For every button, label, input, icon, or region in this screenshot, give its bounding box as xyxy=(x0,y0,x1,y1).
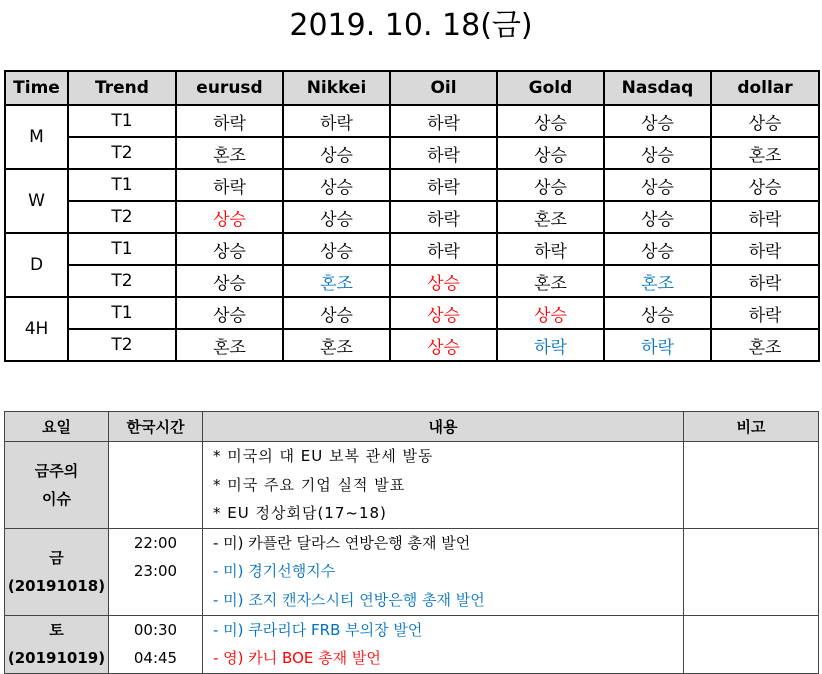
event-time: 23:00 xyxy=(133,561,178,580)
header-day: 요일 xyxy=(5,412,109,442)
trend-cell-oil: 하락 xyxy=(390,201,497,233)
event-time: 04:45 xyxy=(133,648,178,667)
schedule-header-row xyxy=(5,412,819,442)
trend-cell-nasdaq: 하락 xyxy=(604,329,711,361)
trend-cell-gold: 혼조 xyxy=(497,201,604,233)
trend-cell-dollar: 하락 xyxy=(711,297,819,329)
trend-cell-gold: 하락 xyxy=(497,233,604,265)
note-cell xyxy=(684,615,819,673)
trend-row xyxy=(5,297,819,329)
header-gold: Gold xyxy=(497,71,604,105)
trend-cell-oil: 하락 xyxy=(390,169,497,201)
day-label: 금 xyxy=(49,548,64,567)
issues-note-cell xyxy=(684,442,819,529)
day-date: (20191018) xyxy=(7,576,106,595)
trend-row xyxy=(5,265,819,297)
header-nasdaq: Nasdaq xyxy=(604,71,711,105)
trend-label-cell: T1 xyxy=(68,169,176,201)
trend-cell-nasdaq: 혼조 xyxy=(604,265,711,297)
issues-time-cell xyxy=(109,442,203,529)
issue-item: * EU 정상회담(17~18) xyxy=(213,504,387,522)
issues-day-label-2: 이슈 xyxy=(42,489,71,508)
issues-day-label-1: 금주의 xyxy=(34,461,79,480)
trend-cell-nasdaq: 상승 xyxy=(604,201,711,233)
trend-label-cell: T1 xyxy=(68,233,176,265)
event-item: - 미) 조지 캔자스시티 연방은행 총재 발언 xyxy=(213,590,485,609)
trend-cell-nikkei: 하락 xyxy=(283,105,390,137)
trend-cell-eurusd: 혼조 xyxy=(176,137,283,169)
trend-cell-eurusd: 하락 xyxy=(176,169,283,201)
day-label: 토 xyxy=(49,621,64,639)
trend-cell-dollar: 하락 xyxy=(711,265,819,297)
trend-cell-gold: 상승 xyxy=(497,137,604,169)
header-korea-time: 한국시간 xyxy=(109,412,203,442)
trend-cell-nikkei: 상승 xyxy=(283,233,390,265)
period-cell: 4H xyxy=(5,297,68,361)
trend-row xyxy=(5,105,819,137)
time-cell xyxy=(109,528,203,615)
trend-label-cell: T2 xyxy=(68,201,176,233)
time-cell xyxy=(109,615,203,673)
trend-cell-nasdaq: 상승 xyxy=(604,169,711,201)
header-content: 내용 xyxy=(203,412,684,442)
trend-cell-eurusd: 상승 xyxy=(176,265,283,297)
trend-cell-dollar: 상승 xyxy=(711,169,819,201)
trend-row xyxy=(5,233,819,265)
trend-label-cell: T2 xyxy=(68,329,176,361)
trend-cell-nikkei: 상승 xyxy=(283,137,390,169)
trend-cell-nikkei: 상승 xyxy=(283,169,390,201)
trend-cell-oil: 상승 xyxy=(390,329,497,361)
trend-row xyxy=(5,137,819,169)
issue-item: * 미국 주요 기업 실적 발표 xyxy=(213,475,406,494)
event-time: 00:30 xyxy=(133,620,178,639)
trend-cell-gold: 상승 xyxy=(497,169,604,201)
event-item: - 미) 쿠라리다 FRB 부의장 발언 xyxy=(213,620,423,639)
trend-row xyxy=(5,201,819,233)
trend-cell-dollar: 혼조 xyxy=(711,137,819,169)
trend-cell-eurusd: 상승 xyxy=(176,201,283,233)
trend-cell-gold: 상승 xyxy=(497,297,604,329)
trend-row xyxy=(5,329,819,361)
trend-label-cell: T2 xyxy=(68,265,176,297)
trend-row xyxy=(5,169,819,201)
trend-cell-gold: 상승 xyxy=(497,105,604,137)
day-cell xyxy=(5,615,109,673)
day-cell xyxy=(5,528,109,615)
trend-cell-nasdaq: 상승 xyxy=(604,105,711,137)
trend-table xyxy=(4,70,820,362)
trend-cell-dollar: 혼조 xyxy=(711,329,819,361)
issues-row xyxy=(5,442,819,529)
note-cell xyxy=(684,528,819,615)
header-note: 비고 xyxy=(684,412,819,442)
header-time: Time xyxy=(5,71,68,105)
header-eurusd: eurusd xyxy=(176,71,283,105)
trend-cell-nasdaq: 상승 xyxy=(604,137,711,169)
day-row-fri xyxy=(5,528,819,615)
trend-header-row xyxy=(5,71,819,105)
issues-content-cell xyxy=(203,442,684,529)
trend-label-cell: T1 xyxy=(68,105,176,137)
issues-day-cell xyxy=(5,442,109,529)
trend-cell-nikkei: 혼조 xyxy=(283,329,390,361)
day-row-sat xyxy=(5,615,819,673)
event-list xyxy=(203,528,684,615)
trend-cell-nasdaq: 상승 xyxy=(604,297,711,329)
trend-cell-eurusd: 상승 xyxy=(176,297,283,329)
day-date: (20191019) xyxy=(7,649,106,667)
event-item: - 미) 경기선행지수 xyxy=(213,562,336,580)
trend-cell-nikkei: 상승 xyxy=(283,297,390,329)
trend-cell-gold: 하락 xyxy=(497,329,604,361)
trend-cell-oil: 상승 xyxy=(390,265,497,297)
schedule-table xyxy=(4,411,819,674)
header-trend: Trend xyxy=(68,71,176,105)
trend-cell-dollar: 하락 xyxy=(711,201,819,233)
trend-cell-oil: 상승 xyxy=(390,297,497,329)
trend-cell-gold: 혼조 xyxy=(497,265,604,297)
trend-cell-nikkei: 혼조 xyxy=(283,265,390,297)
event-time: 22:00 xyxy=(133,533,178,552)
trend-cell-oil: 하락 xyxy=(390,233,497,265)
issue-item: * 미국의 대 EU 보복 관세 발동 xyxy=(213,447,434,465)
period-cell: M xyxy=(5,105,68,169)
trend-cell-oil: 하락 xyxy=(390,105,497,137)
event-item: - 영) 카니 BOE 총재 발언 xyxy=(213,649,381,667)
trend-label-cell: T2 xyxy=(68,137,176,169)
trend-cell-dollar: 하락 xyxy=(711,233,819,265)
trend-cell-nikkei: 상승 xyxy=(283,201,390,233)
trend-label-cell: T1 xyxy=(68,297,176,329)
period-cell: D xyxy=(5,233,68,297)
trend-cell-eurusd: 혼조 xyxy=(176,329,283,361)
header-oil: Oil xyxy=(390,71,497,105)
trend-cell-nasdaq: 상승 xyxy=(604,233,711,265)
trend-table-body xyxy=(5,105,819,361)
period-cell: W xyxy=(5,169,68,233)
trend-cell-oil: 하락 xyxy=(390,137,497,169)
event-list xyxy=(203,615,684,673)
header-dollar: dollar xyxy=(711,71,819,105)
header-nikkei: Nikkei xyxy=(283,71,390,105)
trend-cell-dollar: 상승 xyxy=(711,105,819,137)
event-item: - 미) 카플란 달라스 연방은행 총재 발언 xyxy=(213,533,471,552)
trend-cell-eurusd: 하락 xyxy=(176,105,283,137)
trend-cell-eurusd: 상승 xyxy=(176,233,283,265)
page-title: 2019. 10. 18(금) xyxy=(289,8,533,43)
